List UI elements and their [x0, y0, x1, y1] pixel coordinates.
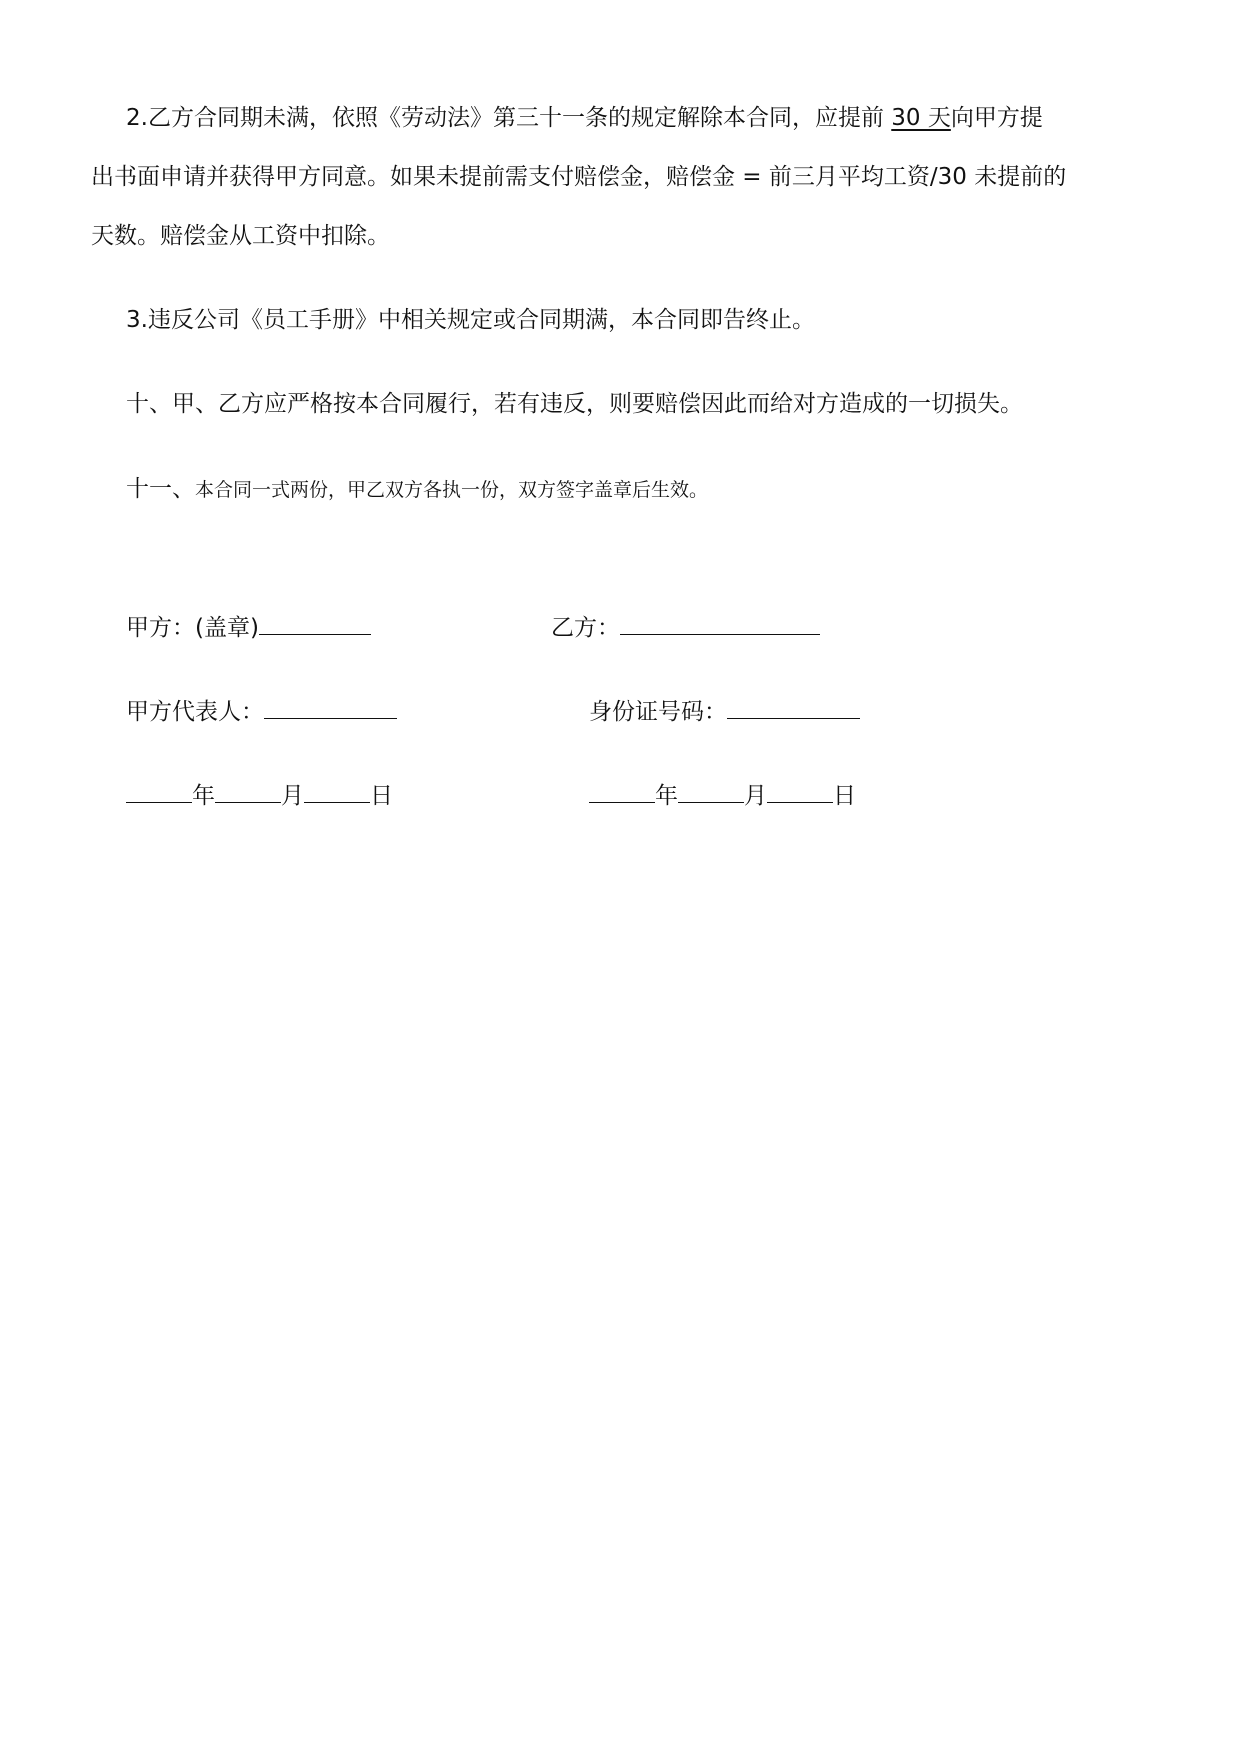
text: 2.乙方合同期未满，依照《劳动法》第三十一条的规定解除本合同，应提前 [126, 105, 892, 131]
party-a-signature-blank[interactable] [259, 612, 371, 635]
month-label: 月 [744, 783, 767, 809]
month-label: 月 [281, 783, 304, 809]
day-blank[interactable] [767, 780, 833, 803]
party-a-date [126, 780, 393, 811]
id-number [589, 696, 860, 727]
clause-10: 十、甲、乙方应严格按本合同履行，若有违反，则要赔偿因此而给对方造成的一切损失。 [126, 391, 1023, 417]
party-b-date [589, 780, 856, 811]
party-a-rep-blank[interactable] [264, 696, 397, 719]
id-number-label: 身份证号码： [589, 699, 727, 725]
month-blank[interactable] [678, 780, 744, 803]
party-b-label: 乙方： [551, 615, 620, 641]
party-a-representative [126, 696, 397, 727]
notice-period: 30 天 [891, 105, 951, 131]
year-blank[interactable] [589, 780, 655, 803]
year-label: 年 [192, 783, 215, 809]
day-label: 日 [833, 783, 856, 809]
id-number-blank[interactable] [727, 696, 860, 719]
day-blank[interactable] [304, 780, 370, 803]
party-a-label: 甲方：(盖章) [126, 615, 259, 641]
party-a-rep-label: 甲方代表人： [126, 699, 264, 725]
party-b-signature-blank[interactable] [620, 612, 820, 635]
clause-11-number: 十一、 [126, 476, 195, 502]
month-blank[interactable] [215, 780, 281, 803]
clause-9-item-2-line-3: 天数。赔偿金从工资中扣除。 [91, 223, 390, 249]
year-label: 年 [655, 783, 678, 809]
day-label: 日 [370, 783, 393, 809]
clause-9-item-2-line-1 [126, 103, 1043, 133]
clause-9-item-3: 3.违反公司《员工手册》中相关规定或合同期满，本合同即告终止。 [126, 307, 815, 333]
party-b-signature [551, 612, 820, 643]
clause-11-text: 本合同一式两份，甲乙双方各执一份，双方签字盖章后生效。 [195, 479, 709, 501]
text: 向甲方提 [950, 105, 1043, 131]
year-blank[interactable] [126, 780, 192, 803]
clause-11 [126, 474, 708, 505]
clause-9-item-2-line-2: 出书面申请并获得甲方同意。如果未提前需支付赔偿金，赔偿金 = 前三月平均工资/30 未提前的 [91, 164, 1067, 190]
party-a-signature [126, 612, 371, 643]
